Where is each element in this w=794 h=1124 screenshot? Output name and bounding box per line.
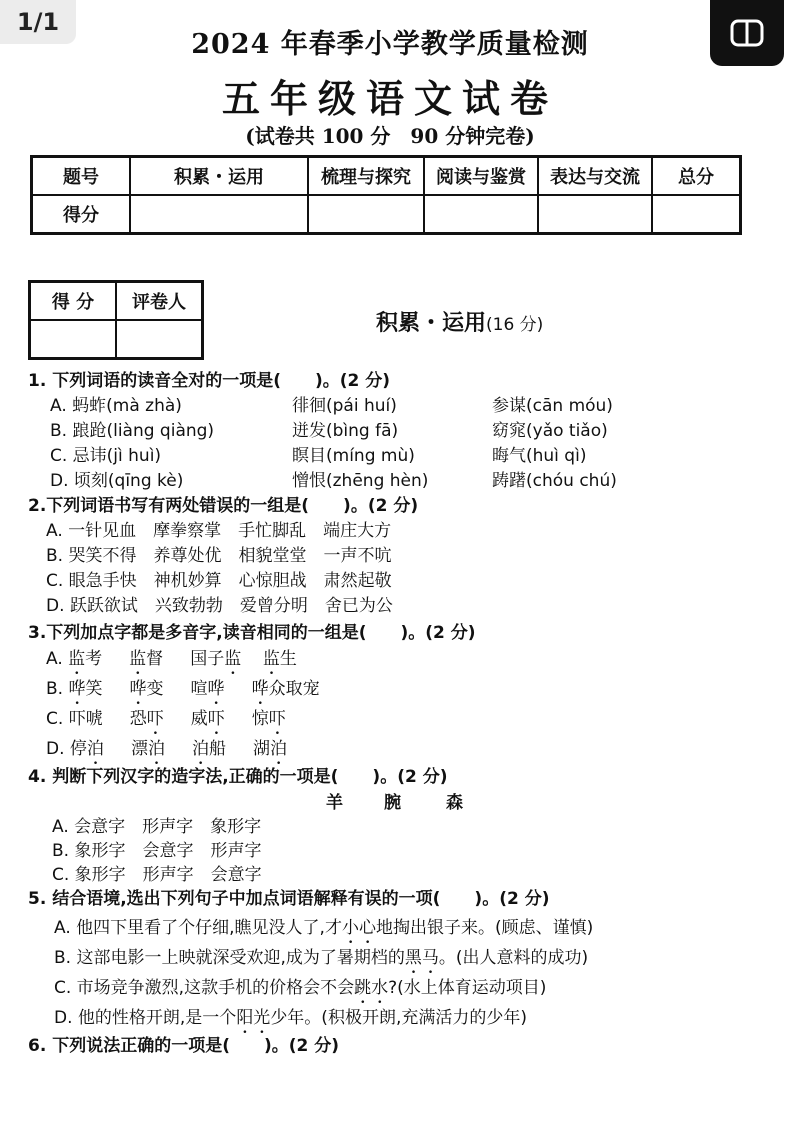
- score-cell: [652, 195, 741, 234]
- exam-subtitle: 五年级语文试卷: [221, 76, 558, 121]
- q3-dot-char: 哗: [129, 679, 147, 699]
- q4-char-3: 森: [446, 793, 463, 813]
- q5-dot-word: 小心: [341, 918, 376, 938]
- q4-char-2: 腕: [384, 793, 401, 813]
- score-header-cell: 阅读与鉴赏: [424, 157, 538, 196]
- score-cell: [130, 195, 308, 234]
- question-3-stem: 3.下列加点字都是多音字,读音相同的一组是( )。(2 分): [28, 623, 476, 643]
- score-table-header-row: [32, 157, 741, 196]
- q3-letter: A.: [46, 649, 63, 669]
- q1-option-a-1: A. 蚂蚱(mà zhà): [50, 396, 182, 416]
- q3-char: 停: [69, 739, 87, 759]
- q3-char: 考: [85, 649, 103, 669]
- q3-dot-char: 监: [68, 649, 86, 669]
- q2-option-a: A. 一针见血 摩拳察掌 手忙脚乱 端庄大方: [46, 521, 392, 541]
- q3-char: 喧: [190, 679, 208, 699]
- q1-option-d-3: 踌躇(chóu chú): [492, 471, 617, 491]
- q5-text: B. 这部电影一上映就深受欢迎,成为了暑期档的: [54, 948, 405, 968]
- score-table: [30, 155, 742, 235]
- score-table-score-row: [32, 195, 741, 234]
- q3-char: 恐: [129, 709, 147, 729]
- section-title: [376, 306, 543, 337]
- score-header-cell: 表达与交流: [538, 157, 652, 196]
- q3-dot-char: 吓: [146, 709, 164, 729]
- section-title-text: 积累・运用: [376, 311, 487, 336]
- q5-text: A. 他四下里看了个仔细,瞧见没人了,才: [54, 918, 342, 938]
- section-points: (16 分): [486, 315, 544, 335]
- q3-dot-char: 泊: [191, 739, 209, 759]
- question-2-stem: 2.下列词语书写有两处错误的一组是( )。(2 分): [28, 496, 419, 516]
- q3-char: 生: [279, 649, 297, 669]
- q5-text: 。(出人意料的成功): [438, 948, 589, 968]
- exam-note: (试卷共 100 分 90 分钟完卷): [245, 124, 535, 148]
- q3-char: 国子: [190, 649, 225, 669]
- grader-cell: [116, 320, 203, 359]
- q3-dot-char: 泊: [86, 739, 104, 759]
- q1-option-d-1: D. 顷刻(qīng kè): [50, 471, 184, 491]
- q3-dot-char: 监: [224, 649, 242, 669]
- q2-option-b: B. 哭笑不得 养尊处优 相貌堂堂 一声不吭: [46, 546, 392, 566]
- q1-option-b-3: 窈窕(yǎo tiǎo): [492, 421, 608, 441]
- question-1-stem: 1. 下列词语的读音全对的一项是( )。(2 分): [28, 371, 391, 391]
- q5-text: 少年。(积极开朗,充满活力的少年): [270, 1008, 527, 1028]
- score-header-cell: 总分: [652, 157, 741, 196]
- q1-option-c-1: C. 忌讳(jì huì): [50, 446, 162, 466]
- q3-char: 唬: [85, 709, 103, 729]
- q3-dot-char: 泊: [270, 739, 287, 759]
- q3-dot-char: 哗: [207, 679, 225, 699]
- question-4-stem: 4. 判断下列汉字的造字法,正确的一项是( )。(2 分): [28, 767, 448, 787]
- q1-option-c-3: 晦气(huì qì): [492, 446, 587, 466]
- grader-header-score: 得 分: [30, 282, 117, 321]
- score-row-label: 得分: [32, 195, 131, 234]
- q3-dot-char: 哗: [251, 679, 269, 699]
- grader-header-reviewer: 评卷人: [116, 282, 203, 321]
- q3-letter: B.: [46, 679, 64, 699]
- q3-dot-char: 泊: [147, 739, 165, 759]
- q5-text: ?(水上体育运动项目): [388, 978, 547, 998]
- q4-option-c: C. 象形字 形声字 会意字: [52, 865, 262, 885]
- q4-option-a: A. 会意字 形声字 象形字: [52, 817, 262, 837]
- q5-text: C. 市场竞争激烈,这款手机的价格会不会: [54, 978, 355, 998]
- q5-dot-word: 阳光: [236, 1008, 271, 1028]
- q5-dot-word: 跳水: [354, 978, 389, 998]
- q4-option-b: B. 象形字 会意字 形声字: [52, 841, 262, 861]
- q3-char: 吓: [68, 709, 86, 729]
- grader-table: [28, 280, 204, 360]
- q3-char: 漂: [130, 739, 148, 759]
- q3-char: 船: [208, 739, 226, 759]
- q5-text: D. 他的性格开朗,是一个: [54, 1008, 237, 1028]
- q3-char: 威: [190, 709, 208, 729]
- q3-char: 湖: [253, 739, 270, 759]
- score-cell: [424, 195, 538, 234]
- exam-title: 2024 年春季小学教学质量检测: [191, 29, 589, 60]
- score-cell: [308, 195, 424, 234]
- q3-letter: D.: [46, 739, 65, 759]
- q3-char: 惊: [251, 709, 269, 729]
- q2-option-d: D. 跃跃欲试 兴致勃勃 爱曾分明 舍已为公: [46, 596, 393, 616]
- score-header-cell: 题号: [32, 157, 131, 196]
- question-6-stem: 6. 下列说法正确的一项是( )。(2 分): [28, 1036, 340, 1056]
- q3-dot-char: 吓: [207, 709, 225, 729]
- question-5-stem: 5. 结合语境,选出下列句子中加点词语解释有误的一项( )。(2 分): [28, 889, 550, 909]
- q3-dot-char: 监: [129, 649, 147, 669]
- q3-dot-char: 监: [262, 649, 280, 669]
- q3-char: 笑: [85, 679, 103, 699]
- q2-option-c: C. 眼急手快 神机妙算 心惊胆战 肃然起敬: [46, 571, 392, 591]
- q4-char-1: 羊: [326, 793, 343, 813]
- q1-option-c-2: 瞑目(míng mù): [292, 446, 415, 466]
- score-cell: [538, 195, 652, 234]
- q3-dot-char: 哗: [68, 679, 86, 699]
- q1-option-a-2: 徘徊(pái huí): [292, 396, 397, 416]
- q3-char: 督: [146, 649, 164, 669]
- q3-char: 变: [146, 679, 164, 699]
- q3-letter: C.: [46, 709, 64, 729]
- q3-dot-char: 吓: [268, 709, 286, 729]
- q3-char: 众取宠: [268, 679, 320, 699]
- page-indicator: 1/1: [0, 0, 76, 44]
- score-header-cell: 梳理与探究: [308, 157, 424, 196]
- score-header-cell: 积累・运用: [130, 157, 308, 196]
- grader-cell: [30, 320, 117, 359]
- q1-option-b-2: 迸发(bìng fā): [292, 421, 399, 441]
- q1-option-b-1: B. 踉跄(liàng qiàng): [50, 421, 215, 441]
- q5-dot-word: 黑马: [404, 948, 439, 968]
- q1-option-a-3: 参谋(cān móu): [492, 396, 613, 416]
- q1-option-d-2: 憎恨(zhēng hèn): [292, 471, 429, 491]
- q5-text: 地掏出银子来。(顾虑、谨慎): [375, 918, 594, 938]
